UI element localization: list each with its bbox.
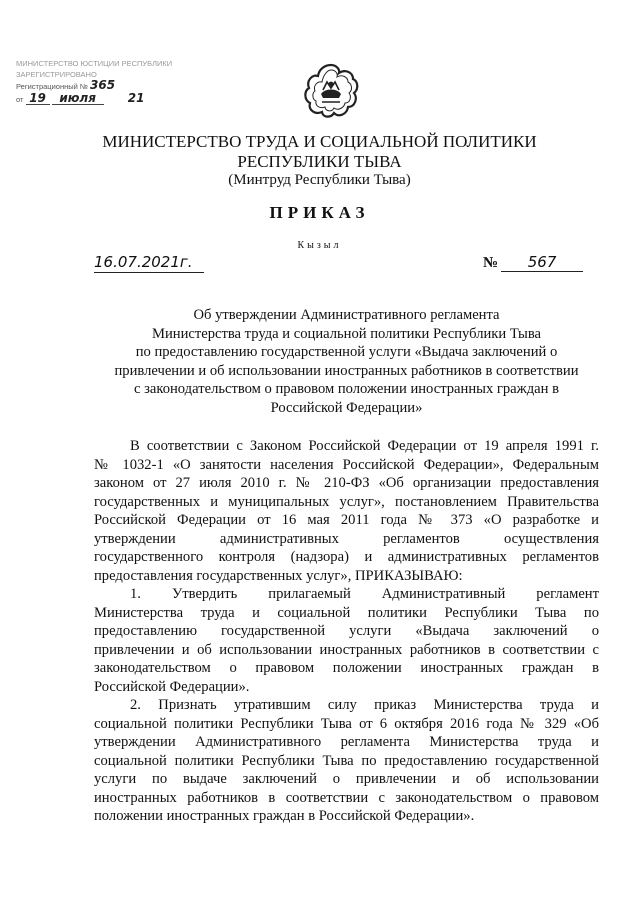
body-line: услуги по выдаче заключений о привлечении и об использовании [94,771,599,787]
ministry-name [90,132,549,172]
stamp-date-line [16,93,176,107]
body-line: Российской Федерации». [94,678,250,695]
subject-line: Министерства труда и социальной политики Республики Тыва [151,325,542,342]
ministry-line-2: РЕСПУБЛИКИ ТЫВА [237,152,402,171]
body-line: Министерства труда и социальной политики Республики Тыва по [94,604,599,621]
body-line: предоставления государственных услуг», ПРИКАЗЫВАЮ: [94,567,463,584]
registration-stamp [16,58,176,128]
body-line: 1. Утвердить прилагаемый Административный регламент [130,586,599,602]
body-line: 2. Признать утратившим силу приказ Министерства труда и [130,697,599,713]
stamp-month: июля [52,93,104,105]
body-line: социальной политики Республики Тыва по предоставлению государственной [94,752,599,769]
tuva-coat-of-arms-icon [303,62,359,120]
stamp-ministry-line: МИНИСТЕРСТВО ЮСТИЦИИ РЕСПУБЛИКИ [16,59,173,68]
stamp-registered-line: ЗАРЕГИСТРИРОВАНО [16,70,97,79]
stamp-day: 19 [26,93,50,105]
order-date: 16.07.2021г. [94,253,204,273]
subject-line: с законодательством о правовом положении иностранных граждан в [133,381,559,397]
clause-2-paragraph [94,696,599,826]
body-line: государственного контроля (надзора) и административных регламентов [94,549,599,565]
body-line: положении иностранных граждан в Российской Федерации». [94,808,475,824]
body-line: законом от 27 июля 2010 г. № 210-ФЗ «Об организации предоставления [94,475,599,491]
ministry-line-1: МИНИСТЕРСТВО ТРУДА И СОЦИАЛЬНОЙ ПОЛИТИКИ [102,132,537,151]
body-line: государственных и муниципальных услуг», постановлением Правительства [94,493,599,510]
body-line: предоставлению государственной услуги «Выдача заключений о [94,623,599,639]
order-body [94,437,599,826]
subject-line: привлечении и об использовании иностранных работников в соответствии [114,362,579,379]
stamp-year: 21 [127,93,145,105]
order-number: 567 [501,253,583,272]
subject-line: по предоставлению государственной услуги «Выдача заключений о [135,344,558,360]
body-line: законодательством о правовом положении иностранных граждан в [94,660,599,676]
body-line: утверждении Административного регламента Министерства труда и [94,734,599,750]
order-number-label: № [483,255,499,271]
body-line: привлечении и об использовании иностранных работников в соответствии с [94,641,599,658]
order-subject [94,306,599,417]
preamble-paragraph [94,437,599,585]
stamp-from-label: от [16,95,24,104]
city-name: Кызыл [297,240,342,251]
subject-line: Об утверждении Административного регламента [193,307,500,323]
body-line: утверждении административных регламентов осуществления [94,530,599,547]
stamp-reg-line [16,80,176,91]
subject-line: Российской Федерации» [270,399,423,416]
order-number-block [483,253,583,272]
body-line: Российской Федерации от 16 мая 2011 года № 373 «О разработке и [94,512,599,528]
body-line: В соответствии с Законом Российской Федерации от 19 апреля 1991 г. [130,438,599,454]
ministry-short-name: (Минтруд Республики Тыва) [228,172,411,188]
body-line: иностранных работников в соответствии с законодательством о правовом [94,789,599,806]
body-line: № 1032-1 «О занятости населения Российской Федерации», Федеральным [94,456,599,473]
body-line: социальной политики Республики Тыва от 6 октября 2016 года № 329 «Об [94,715,599,732]
document-type-title: ПРИКАЗ [269,203,370,222]
clause-1-paragraph [94,585,599,696]
stamp-reg-number: 365 [90,80,116,91]
stamp-reg-label: Регистрационный № [16,82,88,91]
